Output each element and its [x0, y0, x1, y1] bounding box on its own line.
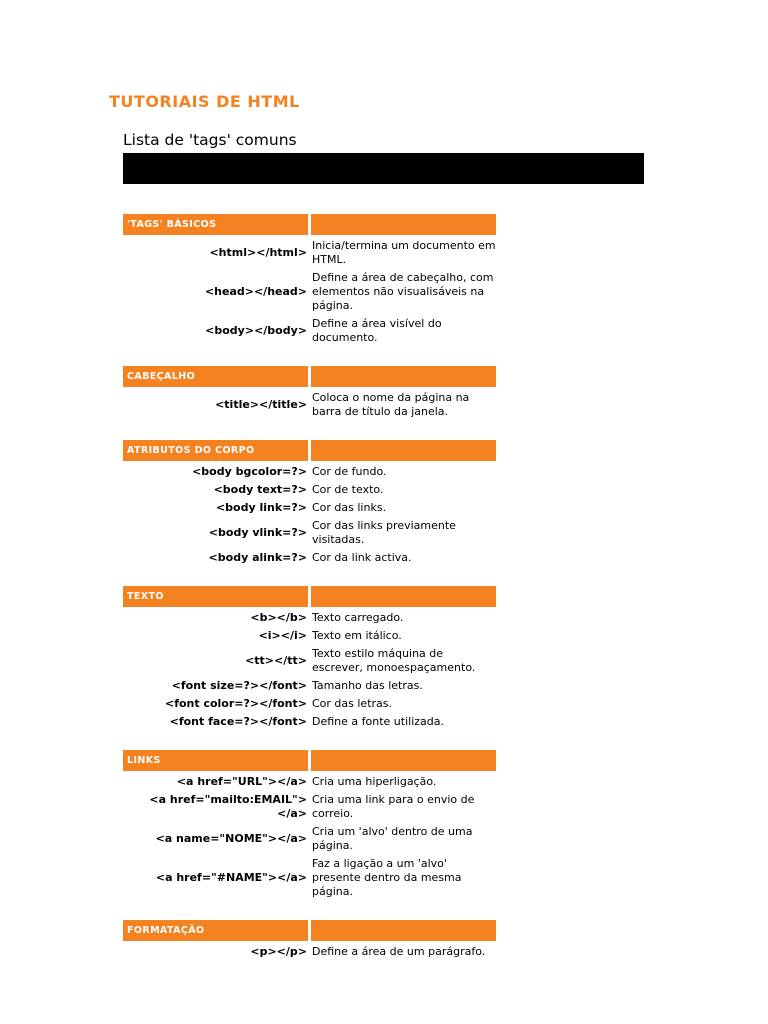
section [123, 366, 497, 421]
tag-description: Cor de texto. [312, 483, 384, 496]
section [123, 440, 497, 567]
table-row [123, 627, 497, 645]
tag-code: <a href="URL"></a> [176, 775, 307, 788]
table-row [123, 695, 497, 713]
section-header [123, 920, 497, 941]
table-row [123, 389, 497, 421]
table-row [123, 645, 497, 677]
tag-code: <head></head> [204, 285, 307, 298]
table-row [123, 713, 497, 731]
section-heading-fill [311, 366, 496, 387]
tag-code: <a href="#NAME"></a> [155, 871, 307, 884]
section-heading: LINKS [123, 750, 308, 771]
tag-description: Cor de fundo. [312, 465, 387, 478]
tag-description: Cria uma link para o envio de correio. [312, 793, 475, 820]
section [123, 214, 497, 347]
section [123, 586, 497, 731]
black-banner [123, 153, 644, 184]
section-heading-fill [311, 440, 496, 461]
tag-code: <a name="NOME"></a> [155, 832, 307, 845]
section [123, 920, 497, 961]
tag-description: Cor das links. [312, 501, 387, 514]
section-heading-fill [311, 214, 496, 235]
section-header [123, 750, 497, 771]
page-subtitle: Lista de 'tags' comuns [123, 131, 297, 149]
table-row [123, 823, 497, 855]
tag-code: <body text=?> [213, 483, 307, 496]
table-row [123, 315, 497, 347]
table-row [123, 237, 497, 269]
tag-description: Faz a ligação a um 'alvo' presente dentro da mesma página. [312, 857, 462, 898]
tag-description: Cor das letras. [312, 697, 393, 710]
table-row [123, 791, 497, 823]
section-heading: TEXTO [123, 586, 308, 607]
table-row [123, 549, 497, 567]
table-row [123, 609, 497, 627]
tag-code: <title></title> [215, 398, 307, 411]
table-row [123, 269, 497, 315]
tag-code: <body alink=?> [208, 551, 307, 564]
tag-description: Tamanho das letras. [312, 679, 423, 692]
tag-code: <body vlink=?> [208, 526, 307, 539]
section-heading: ATRIBUTOS DO CORPO [123, 440, 308, 461]
tag-code: <tt></tt> [245, 654, 307, 667]
tag-description: Inicia/termina um documento em HTML. [312, 239, 496, 266]
tag-description: Texto em itálico. [312, 629, 402, 642]
tag-code: <p></p> [250, 945, 307, 958]
tag-description: Cria uma hiperligação. [312, 775, 437, 788]
table-row [123, 773, 497, 791]
tag-code: <b></b> [250, 611, 307, 624]
page-title: TUTORIAIS DE HTML [109, 92, 300, 111]
tag-description: Texto carregado. [312, 611, 404, 624]
tag-code: <i></i> [258, 629, 307, 642]
section-header [123, 366, 497, 387]
tag-code: <body></body> [205, 324, 307, 337]
table-row [123, 677, 497, 695]
tag-description: Cor das links previamente visitadas. [312, 519, 456, 546]
tag-description: Define a área visível do documento. [312, 317, 442, 344]
section-heading-fill [311, 586, 496, 607]
table-row [123, 499, 497, 517]
section-heading: 'TAGS' BÁSICOS [123, 214, 308, 235]
tag-code: <body link=?> [215, 501, 307, 514]
tag-code: <font color=?></font> [164, 697, 307, 710]
tag-code: <body bgcolor=?> [192, 465, 307, 478]
tag-description: Coloca o nome da página na barra de título da janela. [312, 391, 470, 418]
tag-code: <a href="mailto:EMAIL"></a> [149, 793, 307, 820]
section-header [123, 214, 497, 235]
tag-description: Texto estilo máquina de escrever, monoespaçamento. [312, 647, 476, 674]
tag-code: <font face=?></font> [169, 715, 307, 728]
table-row [123, 855, 497, 901]
tag-description: Cor da link activa. [312, 551, 412, 564]
tag-description: Define a fonte utilizada. [312, 715, 444, 728]
section-heading-fill [311, 920, 496, 941]
section-header [123, 586, 497, 607]
table-row [123, 517, 497, 549]
section-header [123, 440, 497, 461]
section-heading: CABEÇALHO [123, 366, 308, 387]
section-heading-fill [311, 750, 496, 771]
tag-description: Cria um 'alvo' dentro de uma página. [312, 825, 473, 852]
tag-description: Define a área de cabeçalho, com elementos não visualisáveis na página. [312, 271, 494, 312]
tag-description: Define a área de um parágrafo. [312, 945, 486, 958]
tag-code: <html></html> [209, 246, 307, 259]
table-row [123, 943, 497, 961]
tag-code: <font size=?></font> [171, 679, 307, 692]
section [123, 750, 497, 901]
section-heading: FORMATAÇÃO [123, 920, 308, 941]
table-row [123, 463, 497, 481]
table-row [123, 481, 497, 499]
tag-list [123, 214, 497, 980]
